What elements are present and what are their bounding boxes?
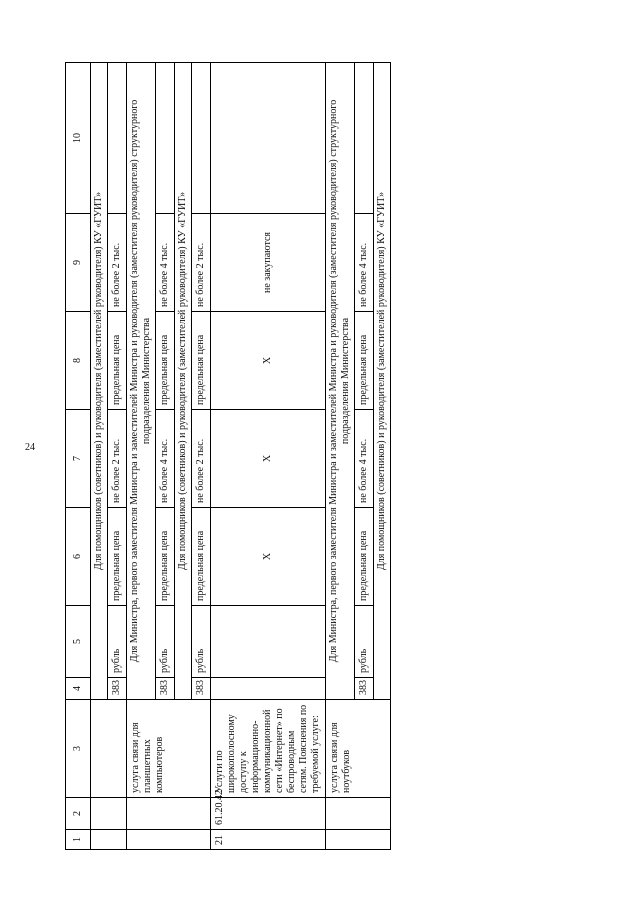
code-cell: 383: [355, 678, 374, 700]
requirements-table: [65, 62, 391, 850]
table-cell: [91, 700, 127, 798]
unit-cell: рубль: [192, 606, 211, 678]
code-cell: 383: [108, 678, 127, 700]
table-cell: не более 4 тыс.: [156, 410, 175, 508]
unit-cell: рубль: [355, 606, 374, 678]
unit-cell: рубль: [108, 606, 127, 678]
col-header: 7: [66, 410, 91, 508]
group-row: [326, 63, 355, 850]
unit-cell: рубль: [156, 606, 175, 678]
table-cell: предельная цена: [355, 312, 374, 410]
table-cell: [211, 678, 326, 700]
table-cell: не более 2 тыс.: [108, 410, 127, 508]
table-cell: предельная цена: [192, 312, 211, 410]
table-cell: [108, 63, 127, 214]
table-cell: X: [211, 312, 326, 410]
table-cell: предельная цена: [355, 508, 374, 606]
table-cell: [211, 606, 326, 678]
table-cell: [127, 830, 211, 850]
table-cell: не закупаются: [211, 214, 326, 312]
row-number: 21: [211, 830, 326, 850]
table-cell: предельная цена: [108, 312, 127, 410]
table-cell: X: [211, 508, 326, 606]
table-cell: [91, 830, 127, 850]
group-row: [127, 63, 156, 850]
table-cell: не более 2 тыс.: [192, 214, 211, 312]
col-header: 10: [66, 63, 91, 214]
group-label: Для помощников (советников) и руководителя (заместителей руководителя) КУ «ГУИТ»: [374, 63, 391, 700]
table-cell: предельная цена: [192, 508, 211, 606]
table-cell: [91, 798, 127, 830]
service-name: Услуги по широкополосному доступу к информационно-коммуникационной сети «Интернет» по беспроводным сетям. Пояснения по требуемой услуге:: [211, 700, 326, 798]
okpd-code: 61.20.42: [211, 798, 326, 830]
table-cell: [127, 798, 211, 830]
table-row: [211, 63, 326, 850]
page-number: 24: [25, 442, 35, 453]
col-header: 8: [66, 312, 91, 410]
table-cell: не более 4 тыс.: [355, 410, 374, 508]
table-cell: [192, 63, 211, 214]
table-cell: [211, 63, 326, 214]
group-label: Для Министра, первого заместителя Министра и заместителей Министра и руководителя (заместителя руководителя) структурного подразделения Министерства: [127, 63, 156, 700]
service-name: услуга связи для планшетных компьютеров: [127, 700, 211, 798]
col-header: 1: [66, 830, 91, 850]
service-name: услуга связи для ноутбуков: [326, 700, 391, 798]
group-label: Для помощников (советников) и руководителя (заместителей руководителя) КУ «ГУИТ»: [175, 63, 192, 700]
col-header: 9: [66, 214, 91, 312]
table-cell: не более 4 тыс.: [156, 214, 175, 312]
table-cell: [156, 63, 175, 214]
table-cell: X: [211, 410, 326, 508]
col-header: 3: [66, 700, 91, 798]
group-label: Для Министра, первого заместителя Министра и заместителей Министра и руководителя (заместителя руководителя) структурного подразделения Министерства: [326, 63, 355, 700]
code-cell: 383: [192, 678, 211, 700]
rotated-table-container: [65, 63, 577, 850]
table-cell: не более 4 тыс.: [355, 214, 374, 312]
table-cell: предельная цена: [156, 508, 175, 606]
col-header: 2: [66, 798, 91, 830]
table-cell: не более 2 тыс.: [108, 214, 127, 312]
col-header: 4: [66, 678, 91, 700]
table-cell: предельная цена: [156, 312, 175, 410]
code-cell: 383: [156, 678, 175, 700]
col-header: 5: [66, 606, 91, 678]
group-row: [91, 63, 108, 850]
header-row: [66, 63, 91, 850]
col-header: 6: [66, 508, 91, 606]
group-label: Для помощников (советников) и руководителя (заместителей руководителя) КУ «ГУИТ»: [91, 63, 108, 700]
table-cell: [355, 63, 374, 214]
table-cell: [326, 798, 391, 830]
table-cell: предельная цена: [108, 508, 127, 606]
table-cell: [326, 830, 391, 850]
table-cell: не более 2 тыс.: [192, 410, 211, 508]
